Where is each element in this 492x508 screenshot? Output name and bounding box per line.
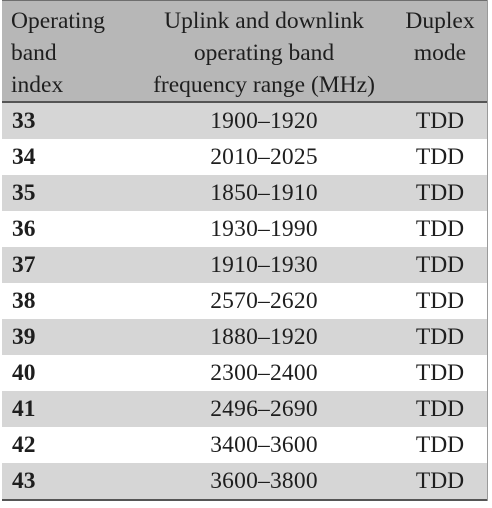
duplex-mode-cell: TDD (415, 180, 465, 206)
header-frequency-range (138, 5, 390, 101)
frequency-range-cell: 1930–1990 (210, 216, 318, 242)
band-index-cell: 33 (12, 108, 36, 134)
header-operating-band-index (11, 5, 123, 101)
table-row (2, 319, 488, 355)
frequency-range-cell: 1850–1910 (210, 180, 318, 206)
frequency-range-cell: 3600–3800 (210, 468, 318, 494)
frequency-range-cell: 2496–2690 (210, 396, 318, 422)
duplex-mode-cell: TDD (415, 396, 465, 422)
table-header (2, 0, 488, 101)
band-index-cell: 43 (12, 468, 36, 494)
header-duplex-mode (397, 5, 483, 69)
header-text-line: Duplex (405, 8, 475, 34)
table-row (2, 175, 488, 211)
duplex-mode-cell: TDD (415, 432, 465, 458)
header-text-line: mode (413, 40, 467, 66)
band-index-cell: 40 (12, 360, 36, 386)
table-row (2, 247, 488, 283)
header-text-line: index (11, 72, 64, 98)
header-text-line: band (11, 40, 57, 66)
duplex-mode-cell: TDD (415, 360, 465, 386)
header-text-line: Operating (11, 8, 105, 34)
header-text-line: Uplink and downlink (164, 8, 364, 34)
header-text-line: frequency range (MHz) (153, 72, 375, 98)
table-row (2, 283, 488, 319)
band-index-cell: 37 (12, 252, 36, 278)
header-text-line: operating band (193, 40, 335, 66)
band-index-cell: 35 (12, 180, 36, 206)
table-row (2, 211, 488, 247)
tdd-band-table (2, 0, 488, 508)
table-row (2, 355, 488, 391)
table-row (2, 427, 488, 463)
duplex-mode-cell: TDD (415, 252, 465, 278)
band-index-cell: 34 (12, 144, 36, 170)
table-body (2, 103, 488, 499)
band-index-cell: 38 (12, 288, 36, 314)
frequency-range-cell: 2300–2400 (210, 360, 318, 386)
band-index-cell: 41 (12, 396, 36, 422)
table-row (2, 139, 488, 175)
duplex-mode-cell: TDD (415, 288, 465, 314)
band-index-cell: 42 (12, 432, 36, 458)
duplex-mode-cell: TDD (415, 108, 465, 134)
frequency-range-cell: 2010–2025 (210, 144, 318, 170)
table-row (2, 463, 488, 499)
frequency-range-cell: 1900–1920 (210, 108, 318, 134)
frequency-range-cell: 1880–1920 (210, 324, 318, 350)
duplex-mode-cell: TDD (415, 324, 465, 350)
band-index-cell: 36 (12, 216, 36, 242)
frequency-range-cell: 3400–3600 (210, 432, 318, 458)
table-row (2, 391, 488, 427)
duplex-mode-cell: TDD (415, 468, 465, 494)
frequency-range-cell: 1910–1930 (210, 252, 318, 278)
table-row (2, 103, 488, 139)
table-right-edge (487, 0, 488, 501)
table-bottom-border (2, 499, 488, 501)
band-index-cell: 39 (12, 324, 36, 350)
frequency-range-cell: 2570–2620 (210, 288, 318, 314)
duplex-mode-cell: TDD (415, 144, 465, 170)
duplex-mode-cell: TDD (415, 216, 465, 242)
